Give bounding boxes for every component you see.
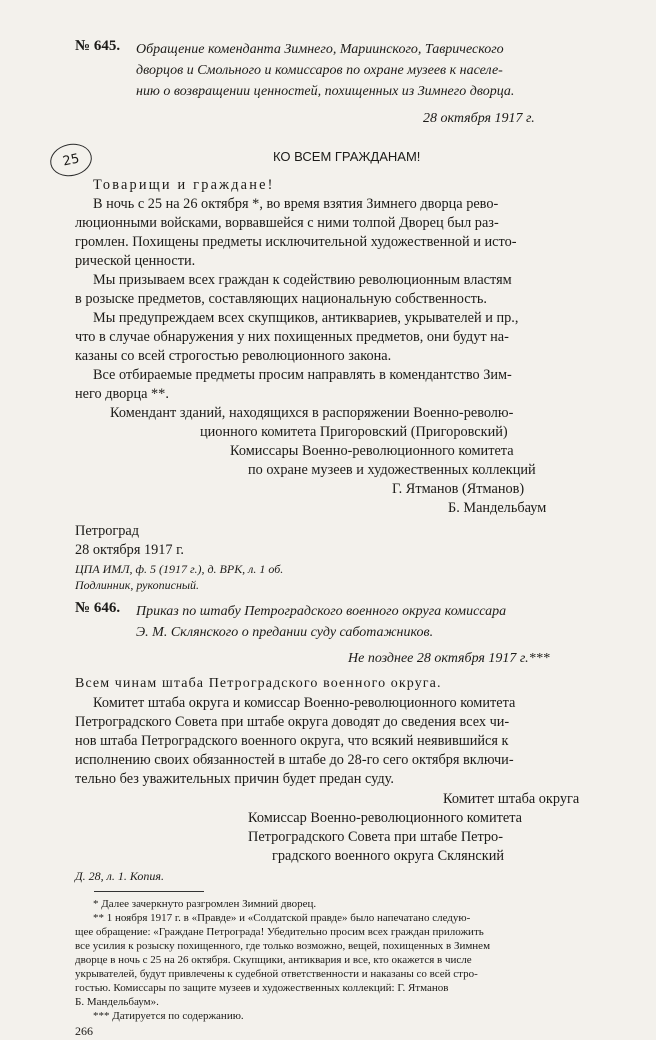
footnote-rule (94, 891, 204, 892)
doc645-signature-line-6: Б. Мандельбаум (448, 500, 547, 516)
doc645-para-line-5: Мы призываем всех граждан к содействию революционным властям (93, 272, 512, 288)
doc645-date: 28 октября 1917 г. (423, 111, 535, 126)
doc645-para-line-9: казаны со всей строгостью революционного закона. (75, 348, 392, 364)
margin-circle-mark: 25 (47, 140, 95, 180)
footnote-2-line-1: ** 1 ноября 1917 г. в «Правде» и «Солдатской правде» было напечатано следую- (93, 912, 471, 924)
doc645-source: ЦПА ИМЛ, ф. 5 (1917 г.), д. ВРК, л. 1 об. (75, 562, 284, 576)
doc646-title-line-1: Приказ по штабу Петроградского военного округа комиссара (136, 604, 507, 619)
footnote-2-line-3: все усилия к розыску похищенного, где только возможно, вещей, похищенных в Зимнем (75, 940, 491, 952)
footnote-2-line-2: щее обращение: «Граждане Петрограда! Убедительно просим всех граждан приложить (75, 926, 484, 938)
doc645-signature-line-1: Комендант зданий, находящихся в распоряжении Военно-револю- (110, 405, 514, 421)
doc645-title-line-2: дворцов и Смольного и комиссаров по охране музеев к населе- (136, 63, 503, 78)
footnote-1: * Далее зачеркнуто разгромлен Зимний дворец. (93, 898, 317, 910)
doc645-para-line-11: него дворца **. (75, 386, 169, 402)
doc646-title-line-2: Э. М. Склянского о предании суду саботажников. (136, 625, 434, 640)
doc645-para-line-2: люционными войсками, ворвавшейся с ними толпой Дворец был раз- (75, 215, 499, 231)
doc645-title-line-1: Обращение коменданта Зимнего, Мариинского, Таврического (136, 42, 504, 57)
doc646-para-line-4: исполнению своих обязанностей в штабе до 28-го сего октября включи- (75, 752, 514, 768)
footnote-2-line-7: Б. Мандельбаум». (75, 996, 159, 1008)
doc645-signature-line-3: Комиссары Военно-революционного комитета (230, 443, 514, 459)
doc645-signature-line-4: по охране музеев и художественных коллекций (248, 462, 536, 478)
doc646-source: Д. 28, л. 1. Копия. (75, 869, 164, 883)
doc645-title-line-3: нию о возвращении ценностей, похищенных из Зимнего дворца. (136, 84, 515, 99)
doc646-para-line-2: Петроградского Совета при штабе округа доводят до сведения всех чи- (75, 714, 510, 730)
doc645-place: Петроград (75, 523, 140, 539)
doc646-signature-line-3: Петроградского Совета при штабе Петро- (248, 829, 503, 845)
doc646-para-line-5: тельно без уважительных причин будет предан суду. (75, 771, 394, 787)
footnote-2-line-4: дворце в ночь с 25 на 26 октября. Скупщики, антиквария и все, кто окажется в числе (75, 954, 472, 966)
doc645-para-line-8: что в случае обнаружения у них похищенных предметов, они будут на- (75, 329, 509, 345)
doc645-source-note: Подлинник, рукописный. (75, 578, 200, 592)
doc646-signature-line-4: градского военного округа Склянский (272, 848, 505, 864)
doc646-number: № 646. (75, 600, 121, 616)
doc645-signature-line-2: ционного комитета Пригоровский (Пригоровский) (200, 424, 508, 440)
doc645-para-line-10: Все отбираемые предметы просим направлять в комендантство Зим- (93, 367, 512, 383)
doc646-heading: Всем чинам штаба Петроградского военного округа. (75, 676, 442, 691)
doc645-number: № 645. (75, 38, 121, 54)
doc646-signature-line-1: Комитет штаба округа (443, 791, 580, 807)
doc645-place-date: 28 октября 1917 г. (75, 542, 184, 558)
doc646-signature-line-2: Комиссар Военно-революционного комитета (248, 810, 522, 826)
doc645-heading: КО ВСЕМ ГРАЖДАНАМ! (273, 149, 421, 164)
doc645-para-line-3: громлен. Похищены предметы исключительной художественной и исто- (75, 234, 517, 250)
footnote-3: *** Датируется по содержанию. (93, 1010, 244, 1022)
footnote-2-line-6: гостью. Комиссары по защите музеев и художественных коллекций: Г. Ятманов (75, 982, 449, 994)
doc646-date: Не позднее 28 октября 1917 г.*** (348, 651, 550, 666)
footnote-2-line-5: укрывателей, будут привлечены к судебной ответственности и наказаны со всей стро- (75, 968, 478, 980)
page-number: 266 (75, 1024, 93, 1038)
doc646-para-line-3: нов штаба Петроградского военного округа, что всякий неявившийся к (75, 733, 509, 749)
doc646-para-line-1: Комитет штаба округа и комиссар Военно-революционного комитета (93, 695, 516, 711)
doc645-para-line-4: рической ценности. (75, 253, 196, 269)
doc645-para-line-1: В ночь с 25 на 26 октября *, во время взятия Зимнего дворца рево- (93, 196, 499, 212)
doc645-para-line-6: в розыске предметов, составляющих национальную собственность. (75, 291, 487, 307)
doc645-salutation: Товарищи и граждане! (93, 177, 275, 193)
doc645-signature-line-5: Г. Ятманов (Ятманов) (392, 481, 525, 497)
doc645-para-line-7: Мы предупреждаем всех скупщиков, антиквариев, укрывателей и пр., (93, 310, 519, 326)
